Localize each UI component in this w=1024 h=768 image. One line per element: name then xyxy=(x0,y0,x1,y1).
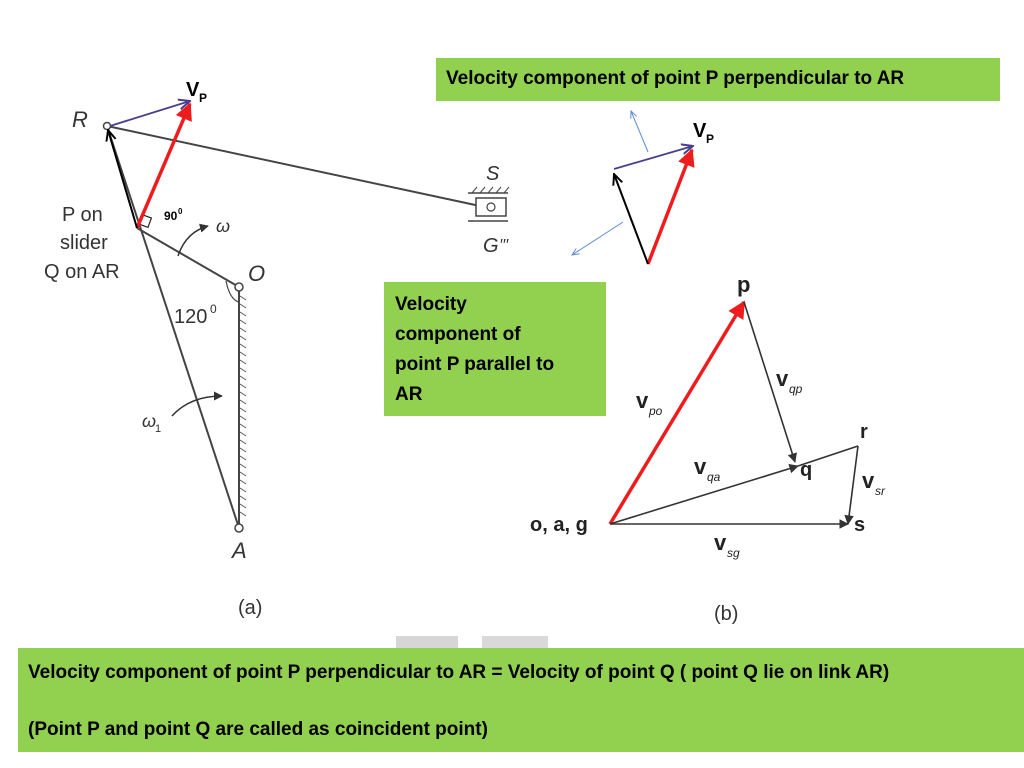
figure-b xyxy=(610,302,858,524)
callout-parallel xyxy=(384,282,606,416)
pointer-arrow-down xyxy=(572,222,623,255)
label-120: 120 xyxy=(174,306,208,328)
label-o: O xyxy=(248,261,266,286)
label-r-small: r xyxy=(860,421,868,443)
callout-parallel-line-4: AR xyxy=(395,384,423,405)
label-vp-right: V xyxy=(693,120,707,142)
vec-v-sr xyxy=(848,446,858,524)
caption-a: (a) xyxy=(238,597,263,619)
parallel-component-black xyxy=(108,130,137,228)
small-parallel-black xyxy=(614,174,648,264)
joint-o xyxy=(235,283,243,291)
label-oag: o, a, g xyxy=(530,514,588,536)
omega1-arc xyxy=(172,396,222,416)
label-v-qp-sub: qp xyxy=(789,382,803,396)
explanation-line-2: (Point P and point Q are called as coincident point) xyxy=(28,719,488,740)
label-vp-main: V xyxy=(186,79,200,101)
label-omega: ω xyxy=(216,216,231,236)
gray-placeholder-1 xyxy=(396,636,458,648)
label-vp-right-sub: P xyxy=(706,132,715,146)
crank-op xyxy=(137,228,239,287)
callout-parallel-line-2: component of xyxy=(395,324,521,345)
label-s: S xyxy=(486,163,500,185)
perpendicular-component-purple xyxy=(110,101,190,126)
gray-placeholder-2 xyxy=(482,636,548,648)
label-v-po: v xyxy=(636,388,649,413)
label-v-qa-sub: qa xyxy=(707,470,721,484)
joint-a xyxy=(235,524,243,532)
label-90: 90 xyxy=(164,209,178,223)
callout-parallel-line-1: Velocity xyxy=(395,294,467,315)
callout-perpendicular xyxy=(436,58,1000,101)
label-v-qp: v xyxy=(776,366,789,391)
label-90-sup: 0 xyxy=(178,207,183,216)
label-vp-main-sub: P xyxy=(199,91,208,105)
label-s-small: s xyxy=(854,514,866,536)
label-g-marks: ′′′ xyxy=(500,237,509,254)
small-vector-triangle xyxy=(572,111,693,264)
label-p: p xyxy=(737,272,751,297)
label-v-sr-sub: sr xyxy=(875,484,885,498)
label-p-on: P on xyxy=(62,204,103,226)
label-g: G xyxy=(483,235,499,257)
label-v-po-sub: po xyxy=(649,404,663,418)
callout-perpendicular-text: Velocity component of point P perpendicular to AR xyxy=(446,68,905,89)
label-omega1-sub: 1 xyxy=(155,423,162,435)
label-slider: slider xyxy=(60,232,108,254)
label-120-sup: 0 xyxy=(210,302,217,316)
vec-v-po xyxy=(610,302,744,524)
omega-arc xyxy=(178,226,208,256)
explanation-line-1: Velocity component of point P perpendicular to AR = Velocity of point Q ( point Q lie on link AR) xyxy=(28,662,890,683)
label-omega1: ω xyxy=(142,411,157,431)
label-a: A xyxy=(232,538,247,563)
explanation-box xyxy=(18,648,1024,752)
label-v-qa: v xyxy=(694,454,707,479)
small-perp-purple xyxy=(614,146,693,169)
label-q-on-ar: Q on AR xyxy=(44,261,120,283)
caption-b: (b) xyxy=(714,603,739,625)
small-vp-red xyxy=(648,150,692,264)
pointer-arrow-up xyxy=(631,111,648,152)
joint-r xyxy=(104,123,111,130)
link-ar xyxy=(107,126,239,528)
callout-parallel-line-3: point P parallel to xyxy=(395,354,555,375)
label-r: R xyxy=(72,107,88,132)
label-v-sg-sub: sg xyxy=(727,546,740,560)
label-q: q xyxy=(800,459,813,481)
label-v-sg: v xyxy=(714,530,727,555)
ground-hatch-oa xyxy=(240,296,246,516)
label-v-sr: v xyxy=(862,468,875,493)
